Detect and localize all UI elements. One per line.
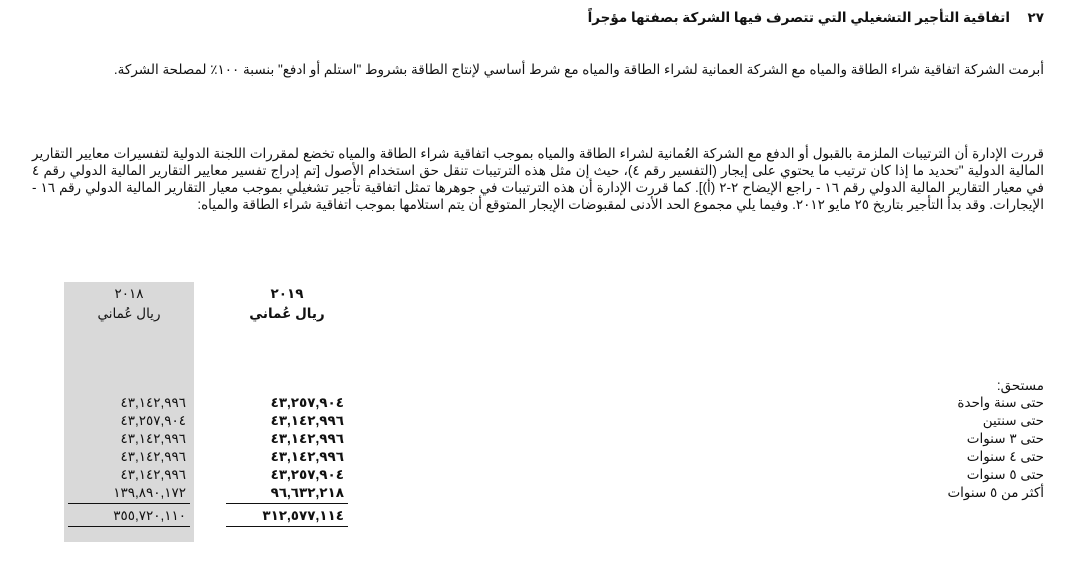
row-label: حتى ٥ سنوات <box>966 467 1044 482</box>
row-value-2018: ٤٣,١٤٢,٩٩٦ <box>120 449 186 464</box>
section-label-due: مستحق: <box>996 378 1044 393</box>
subtotal-rule-2019 <box>226 503 348 504</box>
section-heading <box>588 10 1044 26</box>
row-label: أكثر من ٥ سنوات <box>947 485 1044 500</box>
year-header-2019: ٢٠١٩ <box>270 286 304 301</box>
row-label: حتى سنتين <box>982 413 1044 428</box>
row-label: حتى ٣ سنوات <box>966 431 1044 446</box>
row-value-2019: ٤٣,١٤٢,٩٩٦ <box>270 449 344 464</box>
subtotal-rule-2018 <box>68 503 190 504</box>
currency-header-2018: ريال عُماني <box>97 306 161 321</box>
row-value-2018: ٤٣,١٤٢,٩٩٦ <box>120 395 186 410</box>
row-value-2018: ٤٣,١٤٢,٩٩٦ <box>120 467 186 482</box>
row-label: حتى ٤ سنوات <box>966 449 1044 464</box>
row-label: حتى سنة واحدة <box>957 395 1044 410</box>
paragraph-management-decision: قررت الإدارة أن الترتيبات الملزمة بالقبول أو الدفع مع الشركة العُمانية لشراء الطاقة والمياه بموجب اتفاقية شراء الطاقة والمياه تخضع لمقررات اللجنة الدولية لتفسيرات معايير التقارير المالية الدولية "تحديد ما إذا كان ترتيب ما يحتوي على إيجار (التفسير رقم ٤)، حيث إن مثل هذه الترتيبات تنقل حق استخدام الأصول [تم إدراج تفسير معايير التقارير المالية الدولي رقم ٤ في معيار التقارير المالية الدولي رقم ١٦ - راجع الإيضاح ٢-٢ (أ)]. كما قررت الإدارة أن هذه الترتيبات في جوهرها تمثل اتفاقية تأجير تشغيلي بموجب معيار التقارير المالية الدولي رقم ١٦ - الإيجارات. وقد بدأ التأجير بتاريخ ٢٥ مايو ٢٠١٢. وفيما يلي مجموع الحد الأدنى لمقبوضات الإيجار المتوقع أن يتم استلامها بموجب اتفاقية شراء الطاقة والمياه: <box>32 146 1044 212</box>
section-title: اتفاقية التأجير التشغيلي التي تتصرف فيها الشركة بصفتها مؤجراً <box>587 10 1010 25</box>
total-value-2018: ٣٥٥,٧٢٠,١١٠ <box>113 508 186 523</box>
row-value-2018: ٤٣,٢٥٧,٩٠٤ <box>120 413 186 428</box>
row-value-2019: ٤٣,١٤٢,٩٩٦ <box>270 431 344 446</box>
row-value-2019: ٤٣,١٤٢,٩٩٦ <box>270 413 344 428</box>
row-value-2019: ٤٣,٢٥٧,٩٠٤ <box>270 467 344 482</box>
section-number: ٢٧ <box>1027 10 1044 25</box>
row-value-2018: ٤٣,١٤٢,٩٩٦ <box>120 431 186 446</box>
total-rule-2019 <box>226 526 348 527</box>
currency-header-2019: ريال عُماني <box>249 306 325 321</box>
row-value-2018: ١٣٩,٨٩٠,١٧٢ <box>113 485 186 500</box>
paragraph-agreement: أبرمت الشركة اتفاقية شراء الطاقة والمياه مع الشركة العمانية لشراء الطاقة والمياه مع شرط أساسي لإنتاج الطاقة بشروط "استلم أو ادفع" بنسبة ١٠٠٪ لمصلحة الشركة. <box>113 62 1044 77</box>
year-header-2018: ٢٠١٨ <box>114 286 144 301</box>
row-value-2019: ٩٦,٦٣٢,٢١٨ <box>270 485 344 500</box>
row-value-2019: ٤٣,٢٥٧,٩٠٤ <box>270 395 344 410</box>
total-rule-2018 <box>68 526 190 527</box>
total-value-2019: ٣١٢,٥٧٧,١١٤ <box>262 508 344 523</box>
